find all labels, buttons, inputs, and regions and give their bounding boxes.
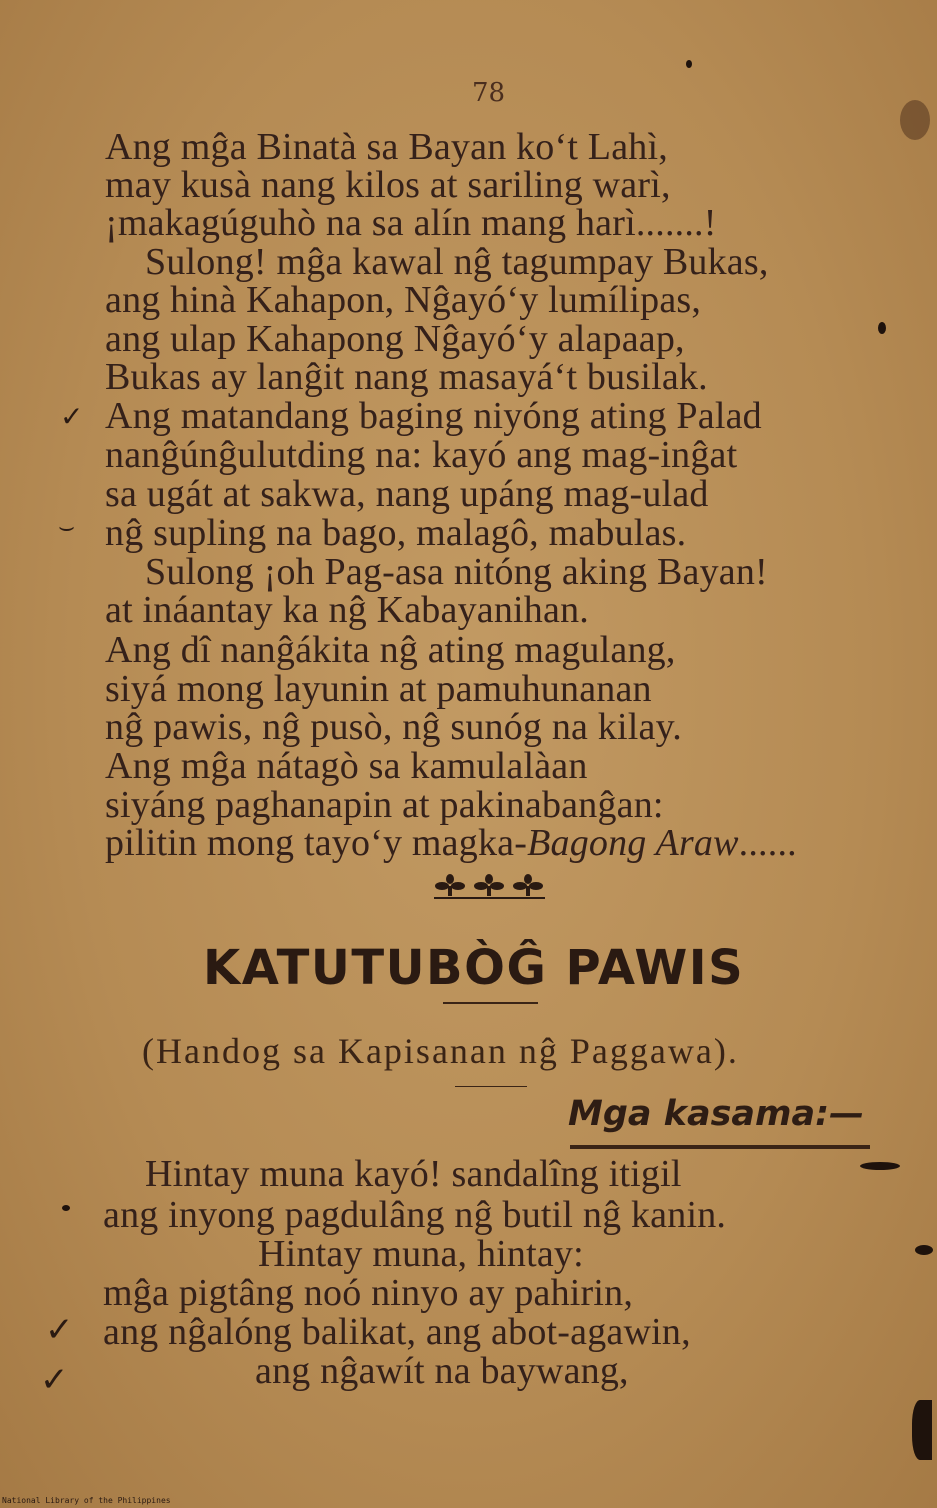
poem-line: ang hinà Kahapon, Nĝayó‘y lumílipas,: [105, 279, 702, 321]
title-rule: [443, 1002, 538, 1004]
dedication: (Handog sa Kapisanan nĝ Paggawa).: [142, 1031, 739, 1071]
poem-line: ang nĝalóng balikat, ang abot-agawin,: [103, 1311, 691, 1353]
poem-line: Ang matandang baging niyóng ating Palad: [105, 395, 762, 437]
salutation-rule: [570, 1145, 870, 1149]
section-title: KATUTUBÒĜ PAWIS: [203, 940, 745, 996]
poem-line: Ang mĝa Binatà sa Bayan ko‘t Lahì,: [105, 126, 668, 168]
last-line-italic: Bagong Araw: [527, 822, 739, 864]
poem-line: ang nĝawít na baywang,: [255, 1350, 629, 1392]
check-mark-icon: ✓: [45, 1310, 74, 1350]
salutation: Mga kasama:—: [568, 1094, 865, 1134]
poem-line: Hintay muna kayó! sandalîng itigil: [145, 1153, 682, 1195]
poem-line: ang inyong pagdulâng nĝ butil nĝ kanin.: [103, 1194, 727, 1236]
ink-spot: [878, 322, 886, 334]
poem-line: nĝ supling na bago, malagô, mabulas.: [105, 512, 687, 554]
footer-credit: National Library of the Philippines: [2, 1496, 171, 1505]
ink-spot: [860, 1162, 900, 1170]
ink-spot: [62, 1205, 70, 1211]
tick-mark-icon: ⌣: [58, 512, 76, 542]
poem-line: Ang dî nanĝákita nĝ ating magulang,: [105, 629, 676, 671]
poem-line: ¡makagúguhò na sa alín mang harì.......!: [105, 202, 717, 244]
dedication-rule: [455, 1086, 527, 1087]
poem-last-line: [105, 824, 797, 862]
page-number: 78: [472, 78, 506, 108]
fleuron-ornament-icon: [432, 872, 547, 902]
poem-line: mĝa pigtâng noó ninyo ay pahirin,: [103, 1272, 634, 1314]
poem-line: at ináantay ka nĝ Kabayanihan.: [105, 589, 589, 631]
poem-line: nĝ pawis, nĝ pusò, nĝ sunóg na kilay.: [105, 706, 683, 748]
ink-spot: [915, 1245, 933, 1255]
ink-spot: [686, 60, 692, 68]
poem-line: ang ulap Kahapong Nĝayó‘y alapaap,: [105, 318, 685, 360]
poem-line: siyáng paghanapin at pakinabanĝan:: [105, 784, 664, 826]
poem-line: Hintay muna, hintay:: [258, 1233, 584, 1275]
poem-line: siyá mong layunin at pamuhunanan: [105, 668, 652, 710]
poem-line: nanĝúnĝulutding na: kayó ang mag-inĝat: [105, 434, 738, 476]
poem-line: Bukas ay lanĝit nang masayá‘t busilak.: [105, 356, 708, 398]
check-mark-icon: ✓: [60, 400, 84, 433]
ink-spot: [912, 1400, 932, 1460]
poem-line: Ang mĝa nátagò sa kamulalàan: [105, 745, 588, 787]
poem-line: Sulong! mĝa kawal nĝ tagumpay Bukas,: [145, 241, 769, 283]
check-mark-icon: ✓: [40, 1360, 69, 1400]
poem-line: Sulong ¡oh Pag-asa nitóng aking Bayan!: [145, 551, 768, 593]
last-line-prefix: pilitin mong tayo‘y magka-: [105, 822, 528, 864]
ink-spot: [900, 100, 930, 140]
poem-line: sa ugát at sakwa, nang upáng mag-ulad: [105, 473, 709, 515]
last-line-suffix: ......: [738, 822, 797, 864]
poem-line: may kusà nang kilos at sariling warì,: [105, 164, 671, 206]
